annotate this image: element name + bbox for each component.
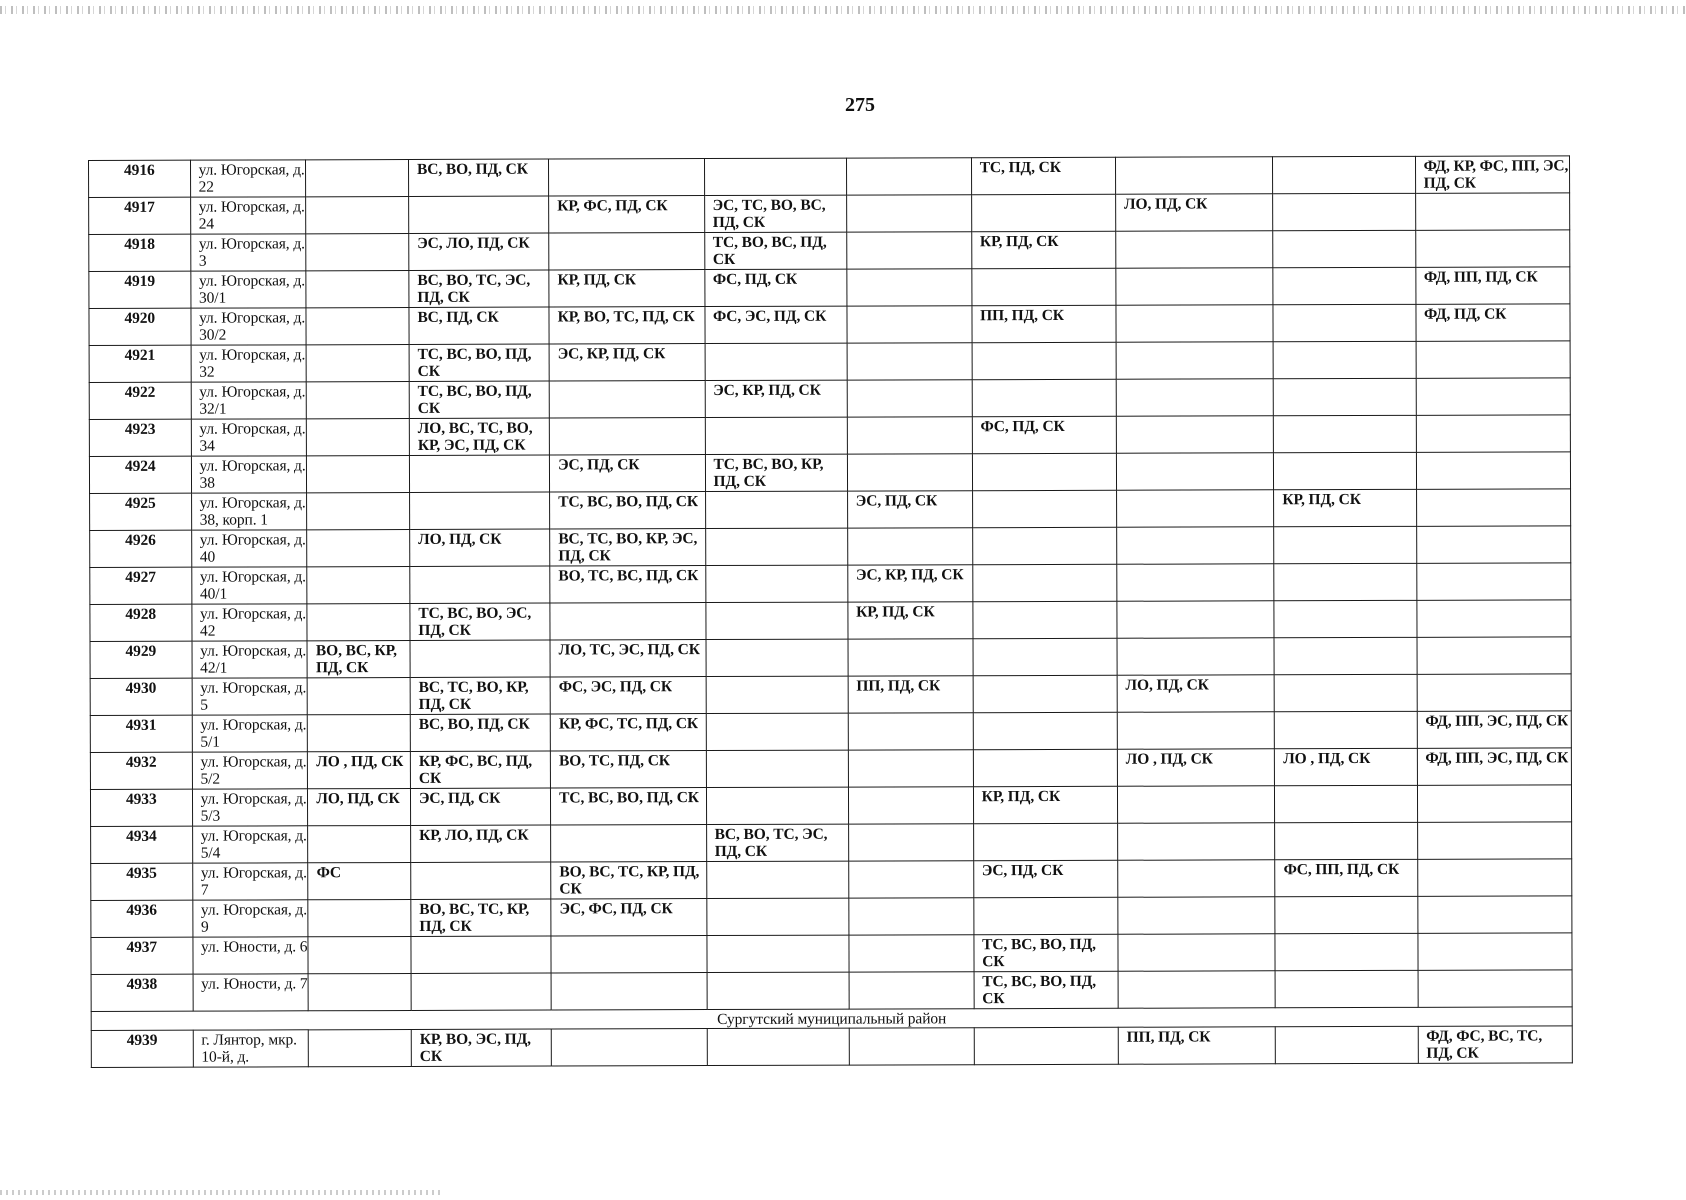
work-type-cell-5: ЭС, ПД, СК: [847, 491, 972, 528]
work-type-cell-7: [1116, 416, 1274, 453]
row-number-cell: 4931: [90, 715, 192, 752]
work-type-cell-6: ПП, ПД, СК: [972, 305, 1116, 342]
work-type-cell-6: [974, 1027, 1118, 1064]
work-type-cell-7: [1116, 231, 1274, 268]
work-type-cell-3: [549, 233, 705, 270]
address-cell: ул. Югорская, д. 7: [192, 863, 308, 900]
work-type-cell-2: [409, 492, 549, 529]
work-type-cell-7: [1117, 564, 1275, 601]
work-type-cell-8: [1273, 230, 1415, 267]
table-row: [91, 933, 1572, 975]
work-type-cell-9: [1416, 563, 1571, 600]
work-type-cell-6: [972, 268, 1116, 305]
work-type-cell-5: [847, 269, 972, 306]
work-type-cell-8: [1276, 1026, 1418, 1063]
work-type-cell-3: КР, ПД, СК: [549, 270, 705, 307]
work-type-cell-1: [307, 381, 410, 418]
work-type-cell-9: [1416, 452, 1571, 489]
page-number: 275: [845, 94, 875, 116]
work-type-cell-4: [706, 713, 848, 750]
work-type-cell-7: [1118, 860, 1276, 897]
work-type-cell-1: ФС: [308, 862, 411, 899]
work-type-cell-2: КР, ЛО, ПД, СК: [411, 825, 551, 862]
table-row: [91, 1026, 1572, 1068]
work-type-cell-1: [308, 714, 411, 751]
work-type-cell-8: [1274, 378, 1416, 415]
work-type-cell-4: [706, 787, 848, 824]
work-type-cell-6: [973, 897, 1117, 934]
work-type-cell-6: [972, 453, 1116, 490]
work-type-cell-6: [972, 490, 1116, 527]
address-cell: ул. Югорская, д. 42/1: [192, 641, 308, 678]
table-row: [90, 600, 1571, 642]
work-type-cell-4: [705, 565, 847, 602]
table-row: [89, 230, 1570, 272]
work-type-cell-9: ФД, КР, ФС, ПП, ЭС, ПД, СК: [1415, 156, 1570, 193]
work-type-cell-5: [846, 195, 971, 232]
address-cell: ул. Югорская, д. 34: [191, 419, 307, 456]
work-type-cell-3: ФС, ЭС, ПД, СК: [550, 677, 706, 714]
address-cell: ул. Югорская, д. 5/1: [192, 715, 308, 752]
table-row: [90, 637, 1571, 679]
work-type-cell-6: [972, 342, 1116, 379]
work-type-cell-2: ЛО, ПД, СК: [410, 529, 550, 566]
work-type-cell-5: [847, 417, 972, 454]
work-type-cell-9: ФД, ФС, ВС, ТС, ПД, СК: [1418, 1026, 1573, 1063]
work-type-cell-1: ВО, ВС, КР, ПД, СК: [307, 640, 410, 677]
work-type-cell-9: ФД, ПП, ЭС, ПД, СК: [1417, 748, 1572, 785]
address-cell: ул. Югорская, д. 22: [190, 160, 306, 197]
row-number-cell: 4930: [90, 678, 192, 715]
work-type-cell-9: [1417, 896, 1572, 933]
work-type-cell-3: [551, 936, 707, 973]
address-cell: ул. Югорская, д. 5: [192, 678, 308, 715]
work-type-cell-6: [973, 712, 1117, 749]
work-type-cell-5: [848, 787, 973, 824]
work-type-cell-9: [1415, 230, 1570, 267]
work-type-cell-7: [1117, 527, 1275, 564]
work-type-cell-8: [1274, 526, 1416, 563]
work-type-cell-4: ТС, ВО, ВС, ПД, СК: [704, 232, 846, 269]
table-row: [89, 267, 1570, 309]
row-number-cell: 4938: [91, 974, 193, 1011]
address-cell: ул. Югорская, д. 24: [190, 197, 306, 234]
work-type-cell-3: [549, 418, 705, 455]
work-type-cell-6: КР, ПД, СК: [971, 231, 1115, 268]
work-type-cell-9: [1416, 341, 1571, 378]
work-type-cell-2: ЭС, ЛО, ПД, СК: [409, 233, 549, 270]
work-type-cell-5: [847, 306, 972, 343]
table-row: [91, 970, 1572, 1012]
address-cell: ул. Югорская, д. 9: [192, 900, 308, 937]
work-type-cell-1: [306, 344, 409, 381]
work-type-cell-4: [707, 972, 849, 1009]
work-type-cell-8: [1275, 970, 1417, 1007]
address-cell: ул. Югорская, д. 38, корп. 1: [191, 493, 307, 530]
work-type-cell-4: ФС, ЭС, ПД, СК: [704, 306, 846, 343]
address-cell: г. Лянтор, мкр. 10-й, д.: [193, 1030, 309, 1067]
work-type-cell-4: ЭС, ТС, ВО, ВС, ПД, СК: [704, 195, 846, 232]
work-type-cell-6: [972, 527, 1116, 564]
address-cell: ул. Юности, д. 7: [193, 974, 309, 1011]
address-cell: ул. Югорская, д. 30/1: [190, 271, 306, 308]
work-type-cell-3: ВО, ВС, ТС, КР, ПД, СК: [551, 862, 707, 899]
work-type-cell-6: КР, ПД, СК: [973, 786, 1117, 823]
row-number-cell: 4918: [89, 234, 191, 271]
row-number-cell: 4927: [90, 567, 192, 604]
work-type-cell-5: [849, 972, 974, 1009]
work-type-cell-8: [1274, 637, 1416, 674]
work-type-cell-2: ВС, ПД, СК: [409, 307, 549, 344]
work-type-cell-3: ВО, ТС, ВС, ПД, СК: [550, 566, 706, 603]
work-type-cell-4: ЭС, КР, ПД, СК: [705, 380, 847, 417]
work-type-cell-3: ЭС, ФС, ПД, СК: [551, 899, 707, 936]
work-type-cell-6: [973, 601, 1117, 638]
work-type-cell-9: ФД, ПП, ПД, СК: [1415, 267, 1570, 304]
work-type-cell-8: [1273, 156, 1415, 193]
row-number-cell: 4926: [90, 530, 192, 567]
table-row: [89, 304, 1570, 346]
work-type-cell-3: [549, 159, 705, 196]
work-type-cell-1: [309, 1029, 412, 1066]
address-cell: ул. Югорская, д. 30/2: [191, 308, 307, 345]
table-row: [89, 341, 1570, 383]
work-type-cell-1: [307, 529, 410, 566]
work-type-cell-5: ПП, ПД, СК: [848, 676, 973, 713]
work-type-cell-4: [706, 861, 848, 898]
work-type-cell-7: ЛО, ПД, СК: [1116, 194, 1274, 231]
work-type-cell-8: [1274, 674, 1416, 711]
work-type-cell-8: [1273, 267, 1415, 304]
work-type-cell-6: [971, 194, 1115, 231]
work-type-cell-9: [1418, 970, 1573, 1007]
work-type-cell-8: ФС, ПП, ПД, СК: [1275, 859, 1417, 896]
address-cell: ул. Югорская, д. 40/1: [191, 567, 307, 604]
work-type-cell-6: ЭС, ПД, СК: [973, 860, 1117, 897]
row-number-cell: 4928: [90, 604, 192, 641]
work-type-cell-3: ТС, ВС, ВО, ПД, СК: [550, 492, 706, 529]
work-type-cell-4: [705, 417, 847, 454]
row-number-cell: 4917: [89, 197, 191, 234]
work-type-cell-7: [1117, 601, 1275, 638]
work-type-cell-4: [706, 750, 848, 787]
row-number-cell: 4925: [90, 493, 192, 530]
work-type-cell-1: [307, 603, 410, 640]
work-type-cell-8: КР, ПД, СК: [1274, 489, 1416, 526]
work-type-cell-6: [972, 564, 1116, 601]
table-row: [90, 711, 1571, 753]
table-row: [90, 526, 1571, 568]
work-type-cell-5: КР, ПД, СК: [848, 602, 973, 639]
work-type-cell-4: [707, 1028, 849, 1065]
work-type-cell-7: [1118, 971, 1276, 1008]
work-type-cell-5: [848, 750, 973, 787]
work-type-cell-3: [550, 603, 706, 640]
work-type-cell-2: ТС, ВС, ВО, ПД, СК: [409, 381, 549, 418]
work-type-cell-2: КР, ФС, ВС, ПД, СК: [410, 751, 550, 788]
work-type-cell-1: ЛО, ПД, СК: [308, 788, 411, 825]
work-type-cell-4: [705, 343, 847, 380]
address-cell: ул. Югорская, д. 32/1: [191, 382, 307, 419]
work-type-cell-3: [551, 973, 707, 1010]
work-type-cell-4: [706, 935, 848, 972]
address-cell: ул. Югорская, д. 3: [190, 234, 306, 271]
table-row: [91, 859, 1572, 901]
work-type-cell-3: ВО, ТС, ПД, СК: [550, 751, 706, 788]
work-type-cell-7: [1117, 638, 1275, 675]
work-type-cell-5: [847, 343, 972, 380]
row-number-cell: 4916: [89, 160, 191, 197]
work-type-cell-7: [1118, 897, 1276, 934]
work-type-cell-9: [1417, 674, 1572, 711]
work-type-cell-1: [306, 196, 409, 233]
work-type-cell-5: ЭС, КР, ПД, СК: [847, 565, 972, 602]
work-type-cell-7: [1116, 268, 1274, 305]
work-type-cell-1: [307, 492, 410, 529]
work-type-cell-6: [973, 749, 1117, 786]
row-number-cell: 4935: [91, 863, 193, 900]
work-type-cell-2: [411, 973, 551, 1010]
work-type-cell-9: [1415, 193, 1570, 230]
work-type-cell-7: [1117, 786, 1275, 823]
work-type-cell-9: [1416, 415, 1571, 452]
work-type-cell-2: [411, 936, 551, 973]
work-type-cell-5: [849, 1028, 974, 1065]
table-body-district: [91, 1026, 1572, 1068]
row-number-cell: 4936: [91, 900, 193, 937]
work-type-cell-7: [1116, 305, 1274, 342]
work-type-cell-2: [410, 640, 550, 677]
table-row: [91, 896, 1572, 938]
work-type-cell-7: [1116, 379, 1274, 416]
work-type-cell-8: ЛО , ПД, СК: [1275, 748, 1417, 785]
work-type-cell-8: [1273, 304, 1415, 341]
work-type-cell-6: ТС, ВС, ВО, ПД, СК: [974, 971, 1118, 1008]
work-type-cell-2: КР, ВО, ЭС, ПД, СК: [411, 1029, 551, 1066]
work-type-cell-2: ТС, ВС, ВО, ПД, СК: [409, 344, 549, 381]
work-type-cell-6: [973, 823, 1117, 860]
work-type-cell-1: [306, 307, 409, 344]
work-type-cell-7: ЛО, ПД, СК: [1117, 675, 1275, 712]
address-cell: ул. Югорская, д. 32: [191, 345, 307, 382]
work-type-cell-8: [1275, 785, 1417, 822]
work-type-cell-4: [706, 898, 848, 935]
work-type-cell-6: [973, 638, 1117, 675]
work-type-cell-8: [1273, 193, 1415, 230]
work-type-cell-1: [308, 899, 411, 936]
work-type-cell-9: [1417, 933, 1572, 970]
work-type-cell-6: ТС, ПД, СК: [971, 157, 1115, 194]
work-type-cell-7: ПП, ПД, СК: [1118, 1027, 1276, 1064]
work-type-cell-8: [1274, 452, 1416, 489]
work-type-cell-7: [1116, 342, 1274, 379]
work-type-cell-9: [1417, 785, 1572, 822]
work-type-cell-3: ВС, ТС, ВО, КР, ЭС, ПД, СК: [550, 529, 706, 566]
address-cell: ул. Югорская, д. 5/3: [192, 789, 308, 826]
address-cell: ул. Югорская, д. 5/2: [192, 752, 308, 789]
work-type-cell-1: [307, 455, 410, 492]
work-type-cell-1: [307, 418, 410, 455]
work-type-cell-4: [705, 602, 847, 639]
work-type-cell-7: [1116, 453, 1274, 490]
work-type-cell-2: ВС, ВО, ПД, СК: [410, 714, 550, 751]
work-type-cell-8: [1275, 711, 1417, 748]
address-cell: ул. Югорская, д. 38: [191, 456, 307, 493]
work-type-cell-3: КР, ФС, ТС, ПД, СК: [550, 714, 706, 751]
work-type-cell-6: ТС, ВС, ВО, ПД, СК: [974, 934, 1118, 971]
work-type-cell-4: [706, 676, 848, 713]
work-type-cell-1: [307, 677, 410, 714]
work-type-cell-5: [847, 528, 972, 565]
work-type-cell-4: ВС, ВО, ТС, ЭС, ПД, СК: [706, 824, 848, 861]
work-type-cell-2: [409, 455, 549, 492]
work-type-cell-1: [308, 936, 411, 973]
work-type-cell-9: ФД, ПП, ЭС, ПД, СК: [1417, 711, 1572, 748]
table-row: [89, 452, 1570, 494]
work-type-cell-5: [849, 935, 974, 972]
work-type-cell-3: ЭС, ПД, СК: [550, 455, 706, 492]
address-cell: ул. Югорская, д. 40: [191, 530, 307, 567]
table-row: [90, 674, 1571, 716]
work-type-cell-9: [1417, 637, 1572, 674]
work-type-cell-3: [551, 825, 707, 862]
row-number-cell: 4919: [89, 271, 191, 308]
document-table-wrapper: [88, 155, 1573, 1068]
work-type-cell-7: [1117, 712, 1275, 749]
row-number-cell: 4920: [89, 308, 191, 345]
work-type-cell-5: [848, 861, 973, 898]
work-type-cell-1: [306, 270, 409, 307]
work-type-cell-9: [1417, 859, 1572, 896]
row-number-cell: 4937: [91, 937, 193, 974]
work-type-cell-3: [549, 381, 705, 418]
work-type-cell-2: ЭС, ПД, СК: [410, 788, 550, 825]
work-type-cell-1: [306, 159, 409, 196]
work-type-cell-9: [1416, 378, 1571, 415]
work-type-cell-1: [307, 566, 410, 603]
work-type-cell-9: [1416, 600, 1571, 637]
work-type-cell-7: [1116, 490, 1274, 527]
row-number-cell: 4932: [90, 752, 192, 789]
work-type-cell-2: ВС, ВО, ТС, ЭС, ПД, СК: [409, 270, 549, 307]
table-row: [89, 193, 1570, 235]
address-cell: ул. Юности, д. 6: [193, 937, 309, 974]
work-type-cell-8: [1275, 933, 1417, 970]
work-type-cell-2: ВС, ВО, ПД, СК: [408, 159, 548, 196]
work-type-cell-1: [308, 973, 411, 1010]
table-body-main: [89, 156, 1573, 1012]
work-type-cell-2: ВО, ВС, ТС, КР, ПД, СК: [411, 899, 551, 936]
work-type-cell-4: [705, 491, 847, 528]
work-type-cell-7: ЛО , ПД, СК: [1117, 749, 1275, 786]
work-type-cell-8: [1275, 896, 1417, 933]
work-type-cell-5: [848, 824, 973, 861]
address-cell: ул. Югорская, д. 42: [191, 604, 307, 641]
row-number-cell: 4922: [89, 382, 191, 419]
row-number-cell: 4929: [90, 641, 192, 678]
work-type-cell-8: [1273, 341, 1415, 378]
work-type-cell-8: [1274, 600, 1416, 637]
work-type-cell-1: [306, 233, 409, 270]
work-type-cell-5: [848, 639, 973, 676]
table-row: [89, 156, 1570, 198]
row-number-cell: 4939: [91, 1030, 193, 1067]
row-number-cell: 4934: [91, 826, 193, 863]
work-type-cell-2: [409, 196, 549, 233]
work-type-cell-1: ЛО , ПД, СК: [308, 751, 411, 788]
work-type-cell-6: [972, 379, 1116, 416]
table-row: [91, 822, 1572, 864]
scan-noise-top: [0, 6, 1686, 14]
work-type-cell-4: [704, 158, 846, 195]
work-type-cell-8: [1274, 563, 1416, 600]
row-number-cell: 4923: [89, 419, 191, 456]
table-row: [89, 378, 1570, 420]
work-type-cell-5: [847, 454, 972, 491]
work-type-cell-4: ТС, ВС, ВО, КР, ПД, СК: [705, 454, 847, 491]
work-type-cell-8: [1274, 415, 1416, 452]
work-type-cell-9: [1416, 489, 1571, 526]
work-type-cell-6: [973, 675, 1117, 712]
work-type-cell-5: [846, 232, 971, 269]
repair-schedule-table: [88, 155, 1573, 1068]
table-row: [90, 489, 1571, 531]
work-type-cell-2: ТС, ВС, ВО, ЭС, ПД, СК: [410, 603, 550, 640]
section-header: Сургутский муниципальный район: [91, 1007, 1572, 1031]
work-type-cell-4: [706, 639, 848, 676]
work-type-cell-7: [1117, 823, 1275, 860]
work-type-cell-5: [849, 898, 974, 935]
work-type-cell-7: [1115, 157, 1273, 194]
work-type-cell-8: [1275, 822, 1417, 859]
work-type-cell-2: ЛО, ВС, ТС, ВО, КР, ЭС, ПД, СК: [409, 418, 549, 455]
table-row: [90, 563, 1571, 605]
work-type-cell-3: ТС, ВС, ВО, ПД, СК: [551, 788, 707, 825]
work-type-cell-3: [551, 1029, 707, 1066]
work-type-cell-5: [847, 380, 972, 417]
table-row: [89, 415, 1570, 457]
work-type-cell-3: КР, ВО, ТС, ПД, СК: [549, 307, 705, 344]
work-type-cell-9: [1416, 526, 1571, 563]
work-type-cell-1: [308, 825, 411, 862]
work-type-cell-2: [411, 862, 551, 899]
row-number-cell: 4924: [89, 456, 191, 493]
work-type-cell-4: [705, 528, 847, 565]
work-type-cell-3: ЛО, ТС, ЭС, ПД, СК: [550, 640, 706, 677]
work-type-cell-9: ФД, ПД, СК: [1415, 304, 1570, 341]
work-type-cell-9: [1417, 822, 1572, 859]
row-number-cell: 4933: [90, 789, 192, 826]
work-type-cell-2: ВС, ТС, ВО, КР, ПД, СК: [410, 677, 550, 714]
work-type-cell-5: [848, 713, 973, 750]
work-type-cell-6: ФС, ПД, СК: [972, 416, 1116, 453]
work-type-cell-7: [1118, 934, 1276, 971]
table-row: [90, 748, 1571, 790]
work-type-cell-5: [846, 158, 971, 195]
table-row: [90, 785, 1571, 827]
work-type-cell-4: ФС, ПД, СК: [704, 269, 846, 306]
work-type-cell-2: [410, 566, 550, 603]
work-type-cell-3: ЭС, КР, ПД, СК: [549, 344, 705, 381]
address-cell: ул. Югорская, д. 5/4: [192, 826, 308, 863]
scan-noise-bottom: [0, 1190, 440, 1195]
work-type-cell-3: КР, ФС, ПД, СК: [549, 196, 705, 233]
row-number-cell: 4921: [89, 345, 191, 382]
